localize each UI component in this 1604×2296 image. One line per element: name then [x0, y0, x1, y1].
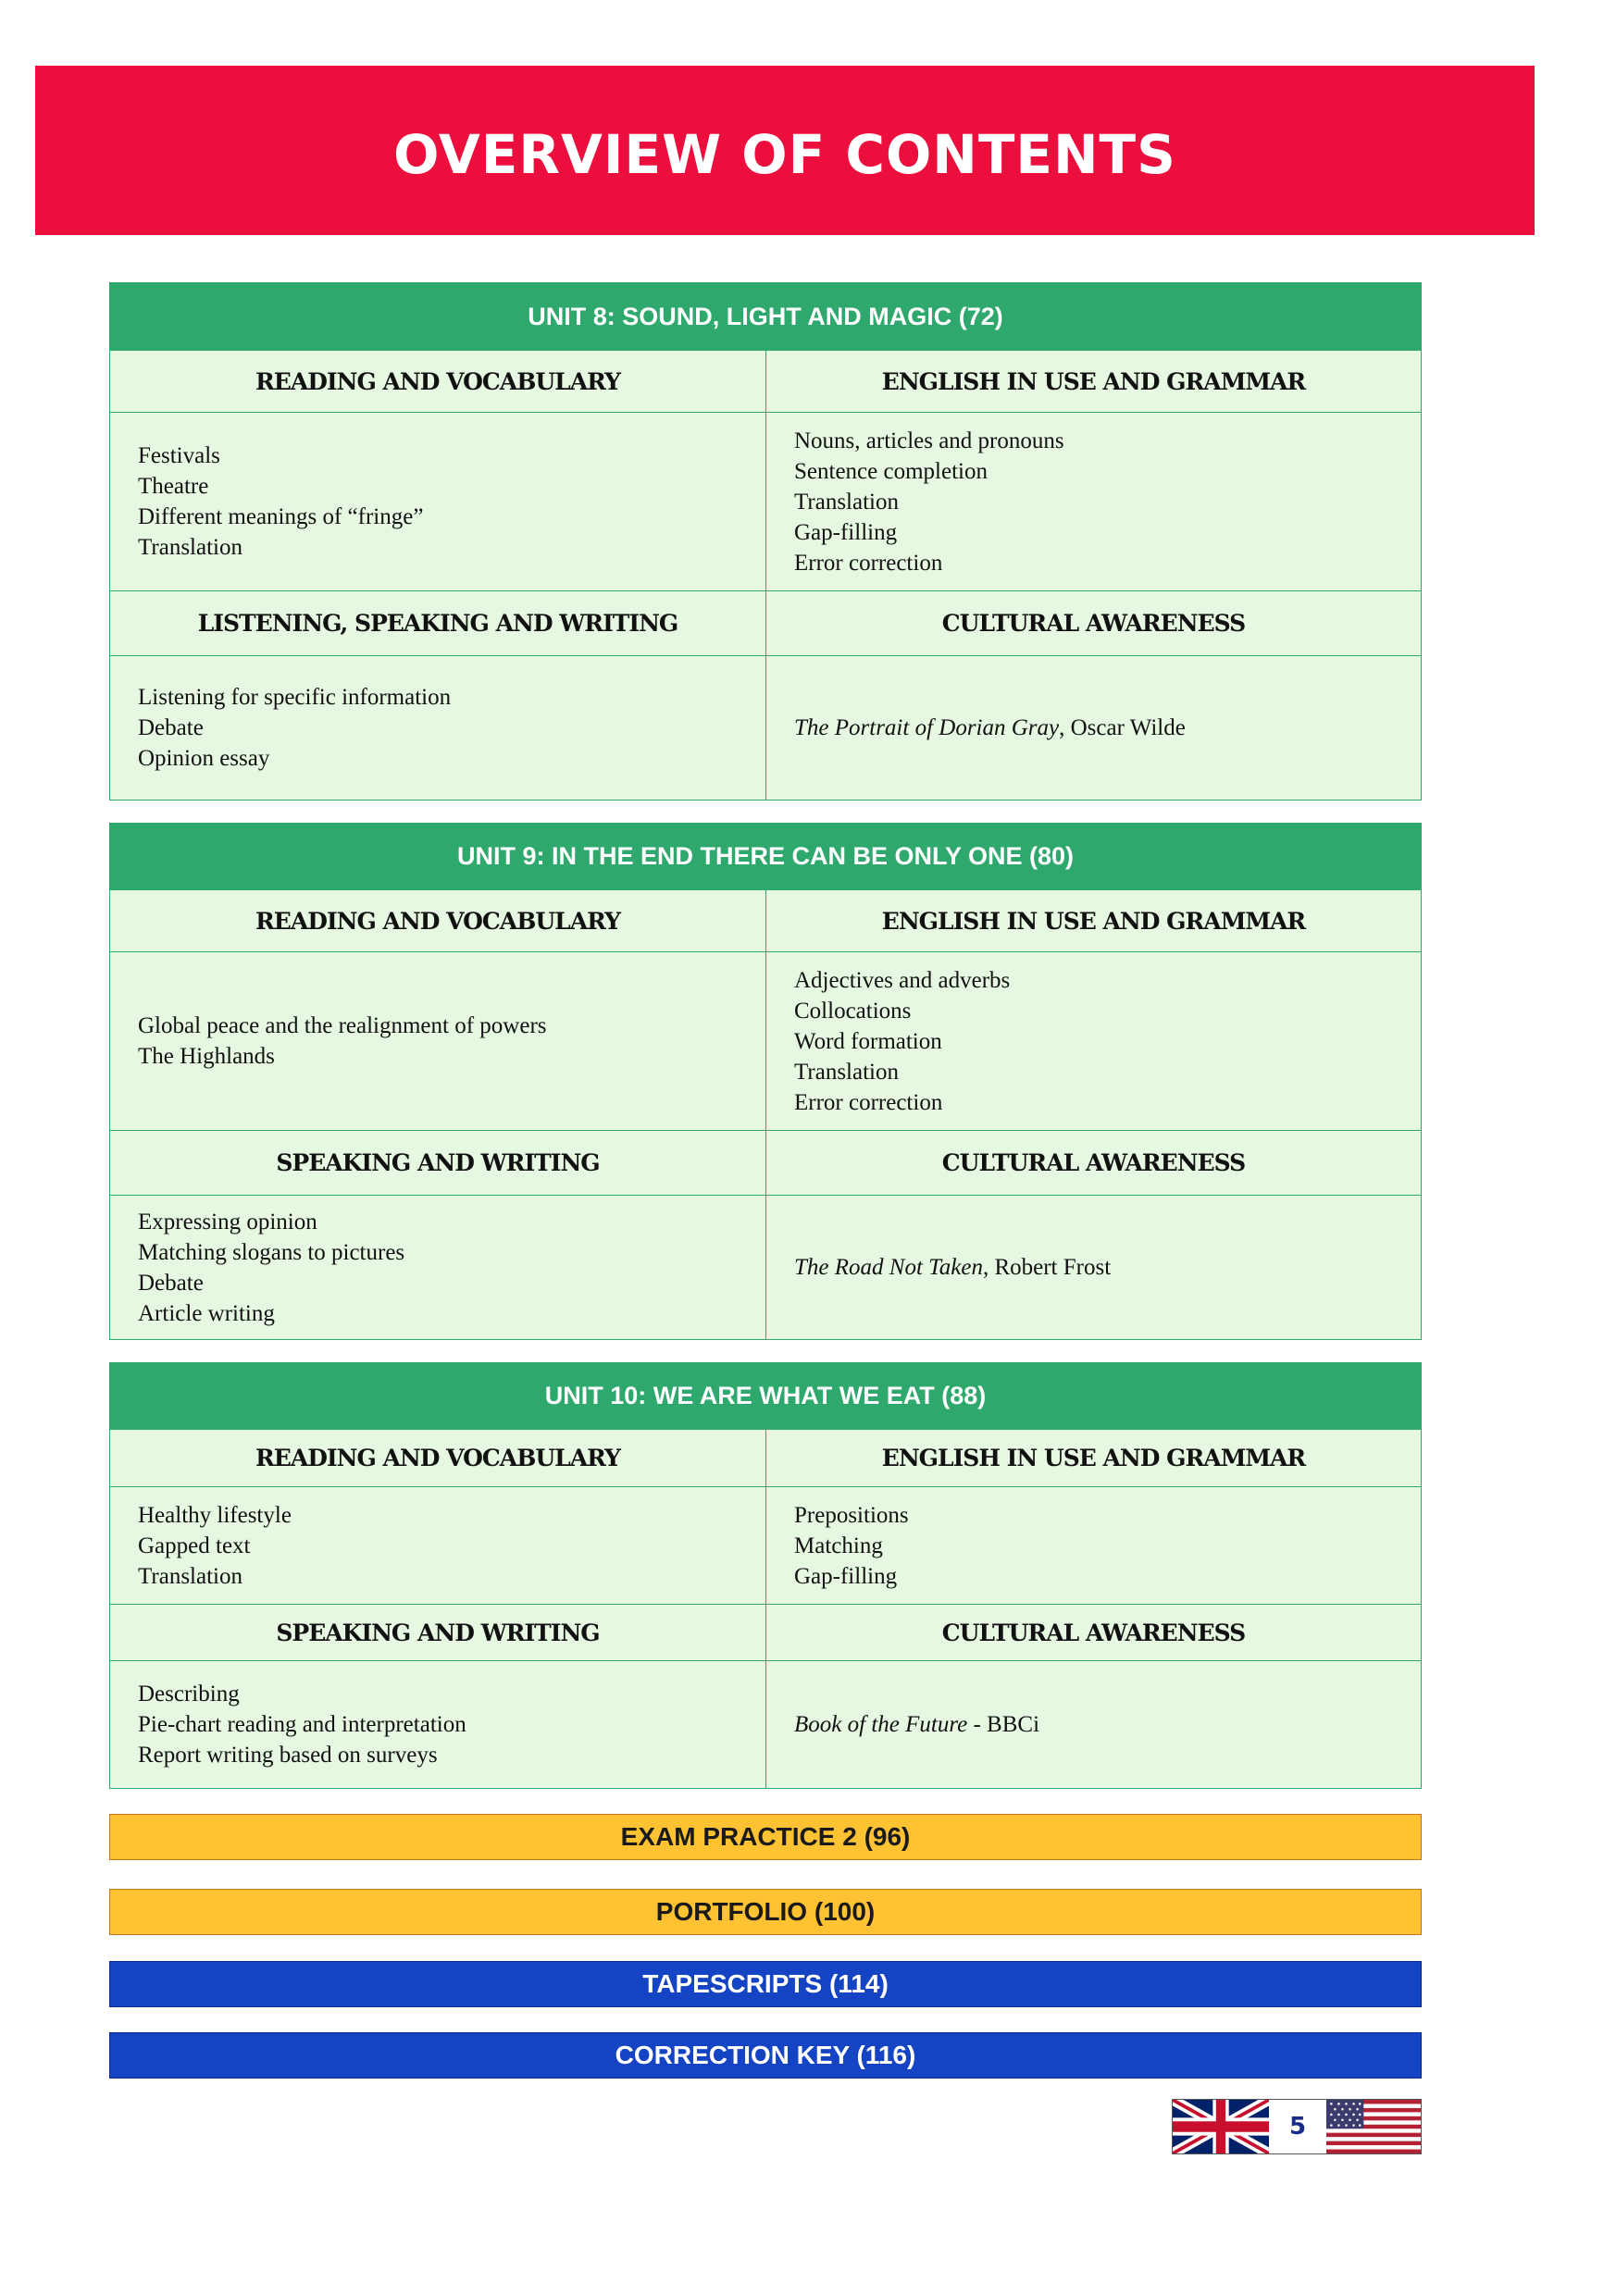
list-item: Global peace and the realignment of powers [138, 1013, 547, 1038]
cultural-work-author: , Robert Frost [982, 1255, 1112, 1280]
list-item: Error correction [794, 1089, 943, 1115]
section-heading: READING AND VOCABULARY [255, 907, 620, 935]
uk-flag-icon [1173, 2100, 1269, 2153]
list-item: Error correction [794, 550, 943, 576]
section-heading: CULTURAL AWARENESS [765, 591, 1421, 655]
list-item: Nouns, articles and pronouns [794, 428, 1064, 453]
list-item: Describing [138, 1682, 240, 1706]
section-heading: CULTURAL AWARENESS [765, 1605, 1421, 1660]
unit-title: UNIT 9: IN THE END THERE CAN BE ONLY ONE (80) [110, 824, 1421, 889]
list-item: Adjectives and adverbs [794, 967, 1011, 993]
section-heading: ENGLISH IN USE AND GRAMMAR [765, 890, 1421, 951]
page-banner [35, 66, 1535, 235]
section-heading: SPEAKING AND WRITING [276, 1149, 600, 1176]
unit-9-table [109, 823, 1422, 1340]
list-item: Pie-chart reading and interpretation [138, 1712, 466, 1737]
section-heading: READING AND VOCABULARY [255, 1445, 620, 1471]
list-item: Collocations [794, 998, 912, 1024]
page-title: OVERVIEW OF CONTENTS [393, 122, 1176, 186]
section-heading: READING AND VOCABULARY [255, 367, 620, 395]
cultural-awareness [765, 1661, 1421, 1788]
portfolio-bar: PORTFOLIO (100) [109, 1889, 1422, 1935]
list-item: Sentence completion [794, 458, 988, 484]
cultural-work-title: The Portrait of Dorian Gray [794, 715, 1060, 740]
list-item: Opinion essay [138, 746, 270, 771]
speaking-writing-list [110, 1661, 765, 1788]
cultural-work-author: , Oscar Wilde [1059, 715, 1186, 740]
list-item: Matching [794, 1533, 883, 1558]
section-heading: ENGLISH IN USE AND GRAMMAR [765, 1430, 1421, 1486]
speaking-writing-list [110, 1196, 765, 1339]
reading-vocabulary-list [110, 413, 765, 590]
reading-vocabulary-list [110, 1487, 765, 1604]
list-item: The Highlands [138, 1044, 275, 1069]
cultural-awareness [765, 1196, 1421, 1339]
cultural-awareness [765, 656, 1421, 800]
list-item: Word formation [794, 1028, 942, 1054]
tapescripts-bar: TAPESCRIPTS (114) [109, 1961, 1422, 2007]
list-item: Different meanings of “fringe” [138, 504, 424, 529]
list-item: Healthy lifestyle [138, 1502, 292, 1528]
list-item: Gap-filling [794, 1563, 898, 1589]
list-item: Translation [794, 1059, 899, 1085]
list-item: Translation [138, 1563, 242, 1589]
cultural-work-title: Book of the Future [794, 1712, 968, 1737]
list-item: Debate [138, 715, 204, 740]
list-item: Translation [794, 489, 899, 515]
correction-key-bar: CORRECTION KEY (116) [109, 2032, 1422, 2079]
list-item: Festivals [138, 443, 220, 468]
cultural-work-title: The Road Not Taken [794, 1255, 983, 1280]
english-grammar-list [765, 413, 1421, 590]
english-grammar-list [765, 1487, 1421, 1604]
list-item: Debate [138, 1270, 204, 1296]
list-item: Listening for specific information [138, 685, 452, 710]
unit-8-table [109, 282, 1422, 800]
reading-vocabulary-list [110, 952, 765, 1130]
list-item: Gapped text [138, 1533, 251, 1558]
page-number: 5 [1269, 2100, 1326, 2153]
exam-practice-bar: EXAM PRACTICE 2 (96) [109, 1814, 1422, 1860]
unit-10-table [109, 1362, 1422, 1789]
section-heading: CULTURAL AWARENESS [765, 1131, 1421, 1195]
list-item: Translation [138, 535, 242, 560]
speaking-writing-list [110, 656, 765, 800]
cultural-work-author: - BBCi [967, 1712, 1040, 1737]
list-item: Prepositions [794, 1502, 909, 1528]
list-item: Expressing opinion [138, 1209, 317, 1235]
us-flag-icon [1326, 2100, 1421, 2153]
unit-title: UNIT 10: WE ARE WHAT WE EAT (88) [110, 1363, 1421, 1429]
list-item: Theatre [138, 474, 209, 499]
section-heading: SPEAKING AND WRITING [276, 1619, 600, 1646]
list-item: Gap-filling [794, 519, 898, 545]
unit-title: UNIT 8: SOUND, LIGHT AND MAGIC (72) [110, 283, 1421, 350]
english-grammar-list [765, 952, 1421, 1130]
page-number-badge [1172, 2099, 1422, 2154]
section-heading: ENGLISH IN USE AND GRAMMAR [765, 351, 1421, 412]
list-item: Report writing based on surveys [138, 1743, 438, 1768]
section-heading: LISTENING, SPEAKING AND WRITING [197, 610, 678, 637]
list-item: Article writing [138, 1300, 275, 1326]
list-item: Matching slogans to pictures [138, 1239, 405, 1265]
